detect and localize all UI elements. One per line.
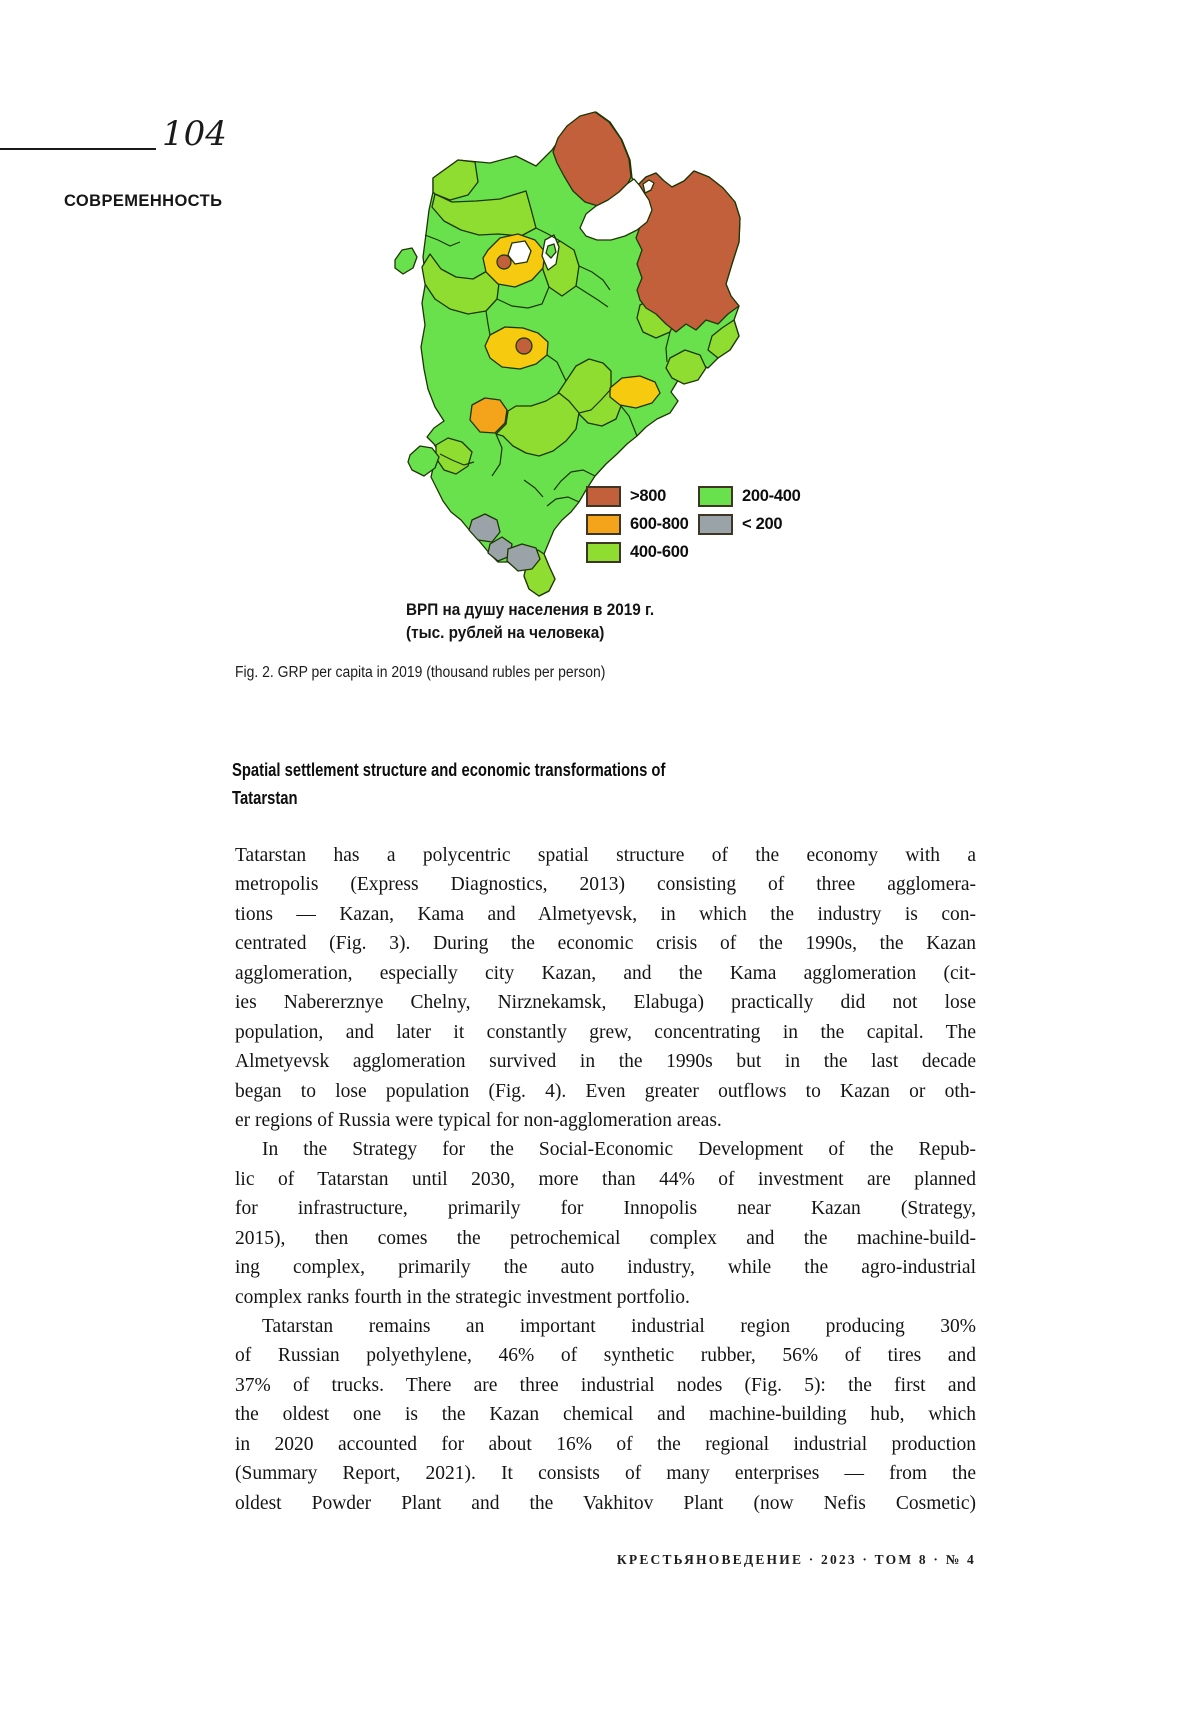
body-line: oldest Powder Plant and the Vakhitov Plant (now Nefis Cosmetic) [235,1492,976,1514]
body-line: complex ranks fourth in the strategic investment portfolio. [235,1286,690,1308]
legend-swatch-gray [698,514,733,535]
legend-swatch-g1 [698,486,733,507]
body-line: Tatarstan has a polycentric spatial structure of the economy with a [235,845,976,866]
city-marker [516,338,532,354]
map-caption-line-2: (тыс. рублей на человека) [406,622,605,642]
body-line: population, and later it constantly grew, concentrating in the capital. The [235,1021,976,1043]
body-line: centrated (Fig. 3). During the economic crisis of the 1990s, the Kazan [235,933,976,955]
map-caption [406,599,654,644]
section-heading-line: Spatial settlement structure and economic transformations of [232,759,666,780]
journal-footer: КРЕСТЬЯНОВЕДЕНИЕ · 2023 · ТОМ 8 · № 4 [616,1552,976,1567]
legend-label: < 200 [742,514,783,533]
map-region-g1 [395,248,417,274]
section-heading [232,756,665,812]
map-caption-line-1: ВРП на душу населения в 2019 г. [406,600,655,619]
body-line: (Summary Report, 2021). It consists of many enterprises — from the [235,1463,976,1485]
body-line: Almetyevsk agglomeration survived in the 1990s but in the last decade [235,1051,976,1073]
running-head: СОВРЕМЕННОСТЬ [64,192,223,210]
body-line: began to lose population (Fig. 4). Even greater outflows to Kazan or oth- [235,1080,976,1102]
body-line: 2015), then comes the petrochemical complex and the machine-build- [235,1227,976,1249]
legend-label: 200-400 [742,486,801,505]
body-line: In the Strategy for the Social-Economic Development of the Repub- [262,1139,976,1161]
body-line: ies Nabererznye Chelny, Nirznekamsk, Elabuga) practically did not lose [235,992,976,1014]
body-text [235,841,976,1518]
legend-label: 400-600 [630,542,689,561]
body-line: er regions of Russia were typical for non-agglomeration areas. [235,1109,722,1131]
legend-swatch-orange [586,514,621,535]
body-line: Tatarstan remains an important industrial region producing 30% [262,1316,976,1337]
legend-item [698,513,800,535]
header-rule [0,148,156,150]
legend-swatch-g2 [586,542,621,563]
page-number: 104 [162,114,227,154]
legend-label: 600-800 [630,514,689,533]
body-line: ing complex, primarily the auto industry, while the agro-industrial [235,1257,976,1279]
body-line: lic of Tatarstan until 2030, more than 44% of investment are planned [235,1168,976,1190]
map-region-brown [636,171,740,332]
body-line: the oldest one is the Kazan chemical and machine-building hub, which [235,1404,976,1426]
body-line: tions — Kazan, Kama and Almetyevsk, in which the industry is con- [235,903,976,925]
legend-swatch-brown [586,486,621,507]
city-marker [497,255,511,269]
body-line: in 2020 accounted for about 16% of the regional industrial production [235,1433,976,1455]
body-line: 37% of trucks. There are three industrial nodes (Fig. 5): the first and [235,1374,976,1396]
body-line: for infrastructure, primarily for Innopolis near Kazan (Strategy, [235,1198,976,1220]
legend-item [586,541,688,563]
legend-label: >800 [630,486,666,505]
map-legend-column-1 [586,485,688,563]
legend-item [698,485,800,507]
legend-item [586,513,688,535]
legend-item [586,485,688,507]
section-heading-line: Tatarstan [232,787,298,808]
body-line: metropolis (Express Diagnostics, 2013) consisting of three agglomera- [235,874,976,896]
figure-caption: Fig. 2. GRP per capita in 2019 (thousand rubles per person) [235,664,606,681]
map-legend-column-2 [698,485,800,535]
body-line: agglomeration, especially city Kazan, and the Kama agglomeration (cit- [235,962,976,984]
body-line: of Russian polyethylene, 46% of synthetic rubber, 56% of tires and [235,1345,976,1367]
figure-2-map [340,100,805,660]
